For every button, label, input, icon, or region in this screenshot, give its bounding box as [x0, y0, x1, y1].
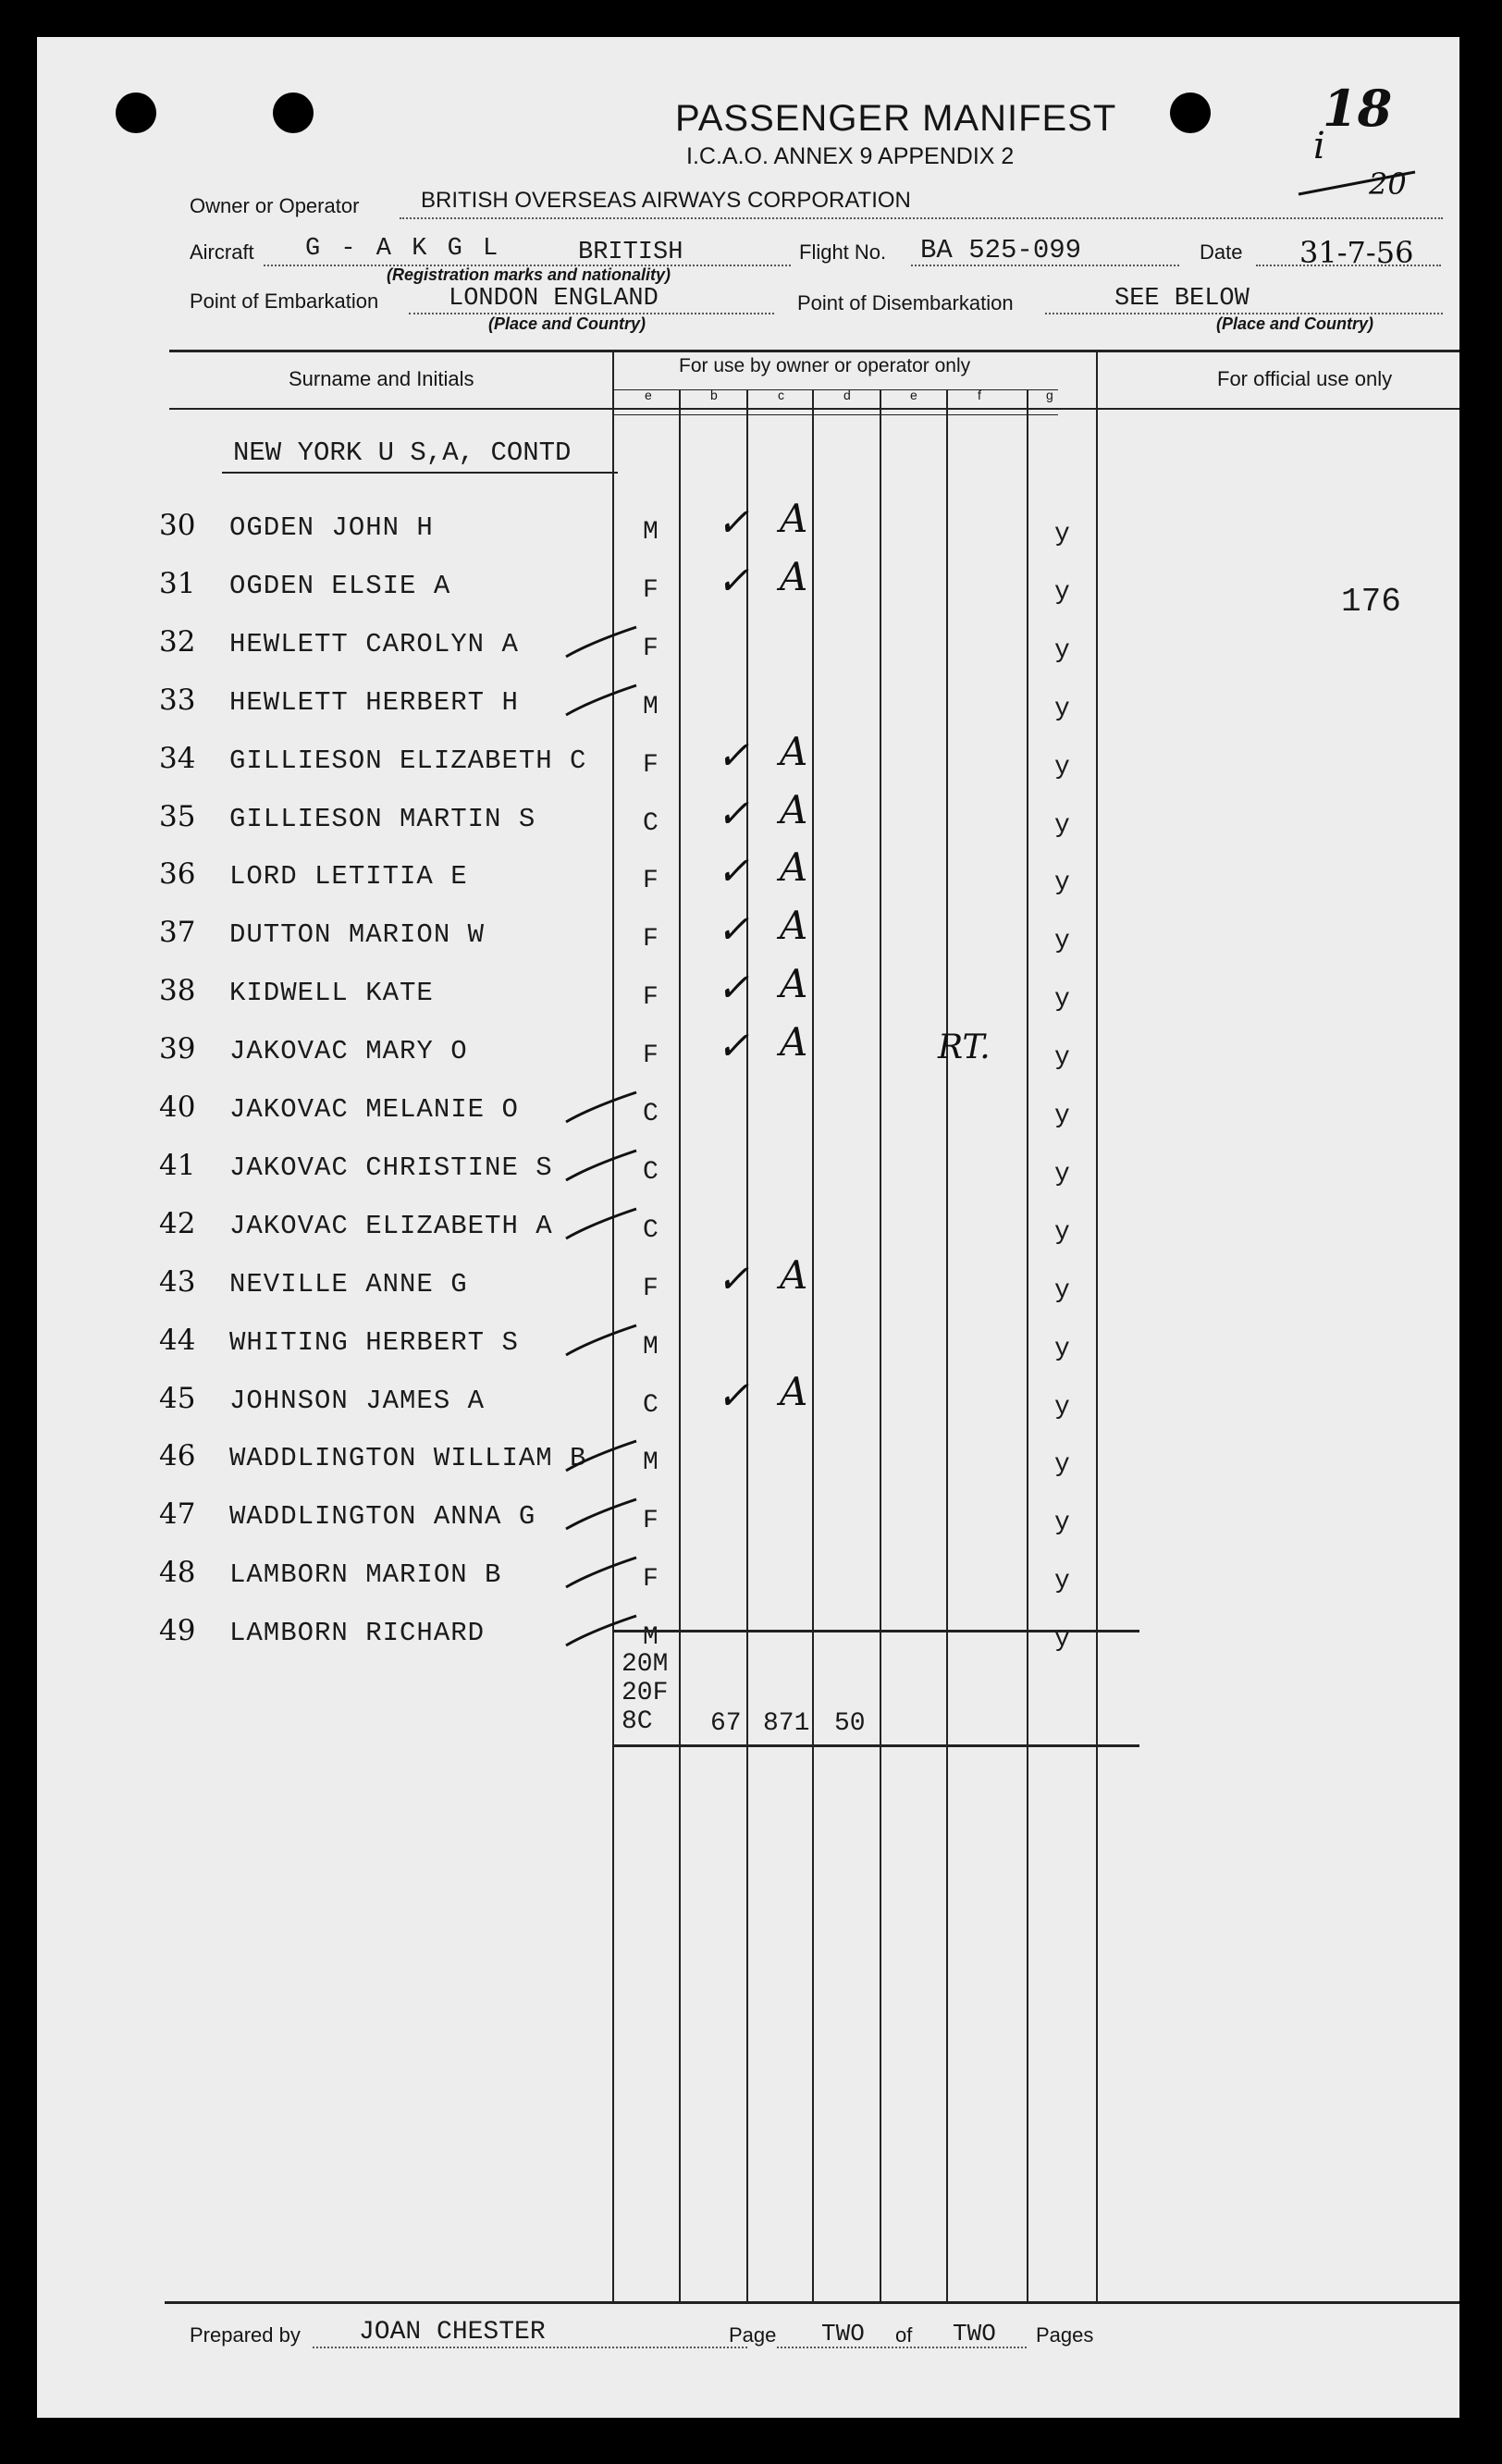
embark-caption: (Place and Country) — [488, 314, 646, 333]
passenger-sex: M — [643, 1448, 659, 1478]
passenger-sex: F — [643, 867, 659, 896]
col-g-mark: y — [1054, 1392, 1070, 1422]
col-g-mark: y — [1054, 635, 1070, 665]
row-number: 45 — [159, 1381, 196, 1415]
strike-mark-icon — [564, 1145, 638, 1184]
row-number: 46 — [159, 1439, 196, 1473]
page-value: TWO — [821, 2320, 865, 2347]
of-label: of — [895, 2323, 913, 2347]
official-note: 176 — [1341, 583, 1401, 621]
passenger-list — [37, 481, 1459, 1683]
passenger-sex: M — [643, 518, 659, 547]
subcol-c: c — [778, 388, 784, 402]
check-mark: ✓ — [717, 1372, 750, 1418]
strike-mark-icon — [564, 1203, 638, 1242]
total-males: 20M — [622, 1650, 669, 1679]
aircraft-label: Aircraft — [190, 240, 254, 264]
passenger-name: WHITING HERBERT S — [229, 1326, 519, 1358]
col-g-mark: y — [1054, 520, 1070, 548]
check-mark: ✓ — [717, 499, 750, 545]
fraction-stroke-icon — [1295, 166, 1424, 203]
passenger-sex: C — [643, 1100, 659, 1128]
totals-bottom-rule — [612, 1744, 1139, 1747]
table-row — [37, 1090, 1459, 1148]
passenger-name: HEWLETT CAROLYN A — [229, 628, 519, 659]
aircraft-caption: (Registration marks and nationality) — [387, 265, 671, 284]
col-g-mark: y — [1054, 577, 1070, 607]
col-a-mark: A — [780, 844, 808, 891]
passenger-name: DUTTON MARION W — [229, 919, 486, 951]
row-number: 37 — [159, 916, 196, 950]
col-g-mark: y — [1054, 1275, 1070, 1305]
total-children: 8C — [622, 1707, 653, 1736]
passenger-name: WADDLINGTON ANNA G — [229, 1501, 536, 1533]
disembark-value: SEE BELOW — [1114, 285, 1250, 313]
strike-mark-icon — [564, 1494, 638, 1533]
of-value: TWO — [953, 2320, 996, 2347]
strike-mark-icon — [564, 1552, 638, 1591]
col-g-mark: y — [1054, 1334, 1070, 1363]
passenger-name: GILLIESON ELIZABETH C — [229, 745, 587, 776]
disembark-label: Point of Disembarkation — [797, 291, 1014, 314]
subcol-b: b — [710, 388, 718, 402]
col-g-mark: y — [1054, 694, 1070, 723]
col-g-mark: y — [1054, 1159, 1070, 1189]
col-a-mark: A — [780, 1368, 808, 1414]
row-number: 39 — [159, 1032, 196, 1066]
aircraft-value: G - A K G L — [305, 235, 501, 263]
row-number: 41 — [159, 1148, 196, 1182]
col-a-mark: A — [780, 728, 808, 774]
row-number: 31 — [159, 566, 196, 600]
passenger-name: NEVILLE ANNE G — [229, 1268, 468, 1300]
strike-mark-icon — [564, 1435, 638, 1474]
row-number: 43 — [159, 1264, 196, 1299]
check-mark: ✓ — [717, 732, 750, 778]
subcol-d: d — [843, 388, 851, 402]
row-number: 47 — [159, 1497, 196, 1532]
passenger-sex: F — [643, 983, 659, 1013]
check-mark: ✓ — [717, 1023, 750, 1069]
date-value: 31-7-56 — [1299, 235, 1414, 270]
table-top-rule — [169, 350, 1459, 352]
passenger-sex: F — [643, 1041, 659, 1071]
passenger-name: JAKOVAC MELANIE O — [229, 1094, 519, 1125]
col-extra-mark: RT. — [938, 1029, 991, 1067]
table-row — [37, 1614, 1459, 1671]
row-number: 36 — [159, 857, 196, 892]
form-subtitle: I.C.A.O. ANNEX 9 APPENDIX 2 — [686, 143, 1015, 169]
nationality-value: BRITISH — [578, 239, 683, 266]
col-a-mark: A — [780, 553, 808, 599]
total-col-d: 50 — [834, 1709, 866, 1738]
col-g-mark: y — [1054, 810, 1070, 840]
passenger-sex: M — [643, 692, 659, 721]
row-number: 33 — [159, 683, 196, 717]
check-mark: ✓ — [717, 1255, 750, 1301]
table-row — [37, 1149, 1459, 1206]
passenger-sex: F — [643, 634, 659, 663]
check-mark: ✓ — [717, 965, 750, 1011]
check-mark: ✓ — [717, 906, 750, 953]
passenger-sex: C — [643, 808, 659, 838]
row-number: 34 — [159, 741, 196, 775]
col-g-mark: y — [1054, 1509, 1070, 1538]
table-row — [37, 625, 1459, 683]
subcol-g: g — [1046, 388, 1053, 402]
row-number: 38 — [159, 974, 196, 1008]
passenger-name: HEWLETT HERBERT H — [229, 686, 519, 718]
owner-label: Owner or Operator — [190, 194, 360, 217]
col-header-surname: Surname and Initials — [289, 367, 474, 390]
owner-dotted-line — [400, 217, 1443, 219]
check-mark: ✓ — [717, 790, 750, 836]
col-a-mark: A — [780, 903, 808, 949]
flight-label: Flight No. — [799, 240, 887, 264]
passenger-name: JAKOVAC CHRISTINE S — [229, 1152, 553, 1183]
passenger-sex: F — [643, 925, 659, 955]
col-g-mark: y — [1054, 1567, 1070, 1596]
form-title: PASSENGER MANIFEST — [675, 98, 1117, 139]
section-heading-underline — [222, 472, 618, 474]
row-number: 44 — [159, 1323, 196, 1357]
flight-dotted-line — [911, 265, 1179, 266]
col-g-mark: y — [1054, 869, 1070, 898]
prepared-value: JOAN CHESTER — [359, 2318, 546, 2347]
col-a-mark: A — [780, 1019, 808, 1066]
total-females: 20F — [622, 1679, 669, 1707]
col-a-mark: A — [780, 1251, 808, 1298]
strike-mark-icon — [564, 1087, 638, 1126]
passenger-sex: F — [643, 1274, 659, 1303]
col-g-mark: y — [1054, 1102, 1070, 1130]
col-g-mark: y — [1054, 1450, 1070, 1480]
row-number: 35 — [159, 799, 196, 833]
punch-hole — [1170, 92, 1211, 133]
passenger-sex: C — [643, 1215, 659, 1245]
flight-value: BA 525-099 — [920, 235, 1082, 265]
row-number: 30 — [159, 509, 196, 542]
table-row — [37, 1556, 1459, 1613]
strike-mark-icon — [564, 680, 638, 719]
passenger-name: LAMBORN MARION B — [229, 1559, 502, 1591]
passenger-name: LAMBORN RICHARD — [229, 1618, 486, 1649]
passenger-sex: C — [643, 1157, 659, 1187]
col-a-mark: A — [780, 786, 808, 832]
passenger-sex: F — [643, 1565, 659, 1595]
manifest-sheet — [37, 37, 1459, 2418]
disembark-caption: (Place and Country) — [1216, 314, 1374, 333]
table-row — [37, 553, 1459, 624]
strike-mark-icon — [564, 622, 638, 660]
totals-counts — [622, 1650, 668, 1736]
strike-mark-icon — [564, 1320, 638, 1359]
subcol-f: f — [978, 388, 981, 402]
col-g-mark: y — [1054, 1217, 1070, 1247]
table-row — [37, 1251, 1459, 1323]
passenger-sex: F — [643, 1507, 659, 1536]
footer-rule — [165, 2301, 1459, 2304]
subcol-e: e — [645, 388, 652, 402]
passenger-name: OGDEN JOHN H — [229, 512, 434, 543]
subheader-bottom-rule — [614, 414, 1058, 415]
col-header-official: For official use only — [1217, 367, 1393, 390]
page-label: Page — [729, 2323, 777, 2347]
corner-note-mid: i — [1313, 125, 1325, 167]
punch-hole — [273, 92, 314, 133]
owner-value: BRITISH OVERSEAS AIRWAYS CORPORATION — [421, 188, 911, 213]
col-header-owner-use: For use by owner or operator only — [679, 355, 971, 376]
passenger-name: JAKOVAC ELIZABETH A — [229, 1210, 553, 1241]
page-dotted-line — [777, 2347, 1027, 2348]
row-number: 40 — [159, 1090, 196, 1124]
col-g-mark: y — [1054, 752, 1070, 782]
total-col-c: 871 — [763, 1709, 810, 1738]
subheader-rule — [614, 389, 1058, 390]
passenger-name: WADDLINGTON WILLIAM B — [229, 1443, 587, 1474]
passenger-name: LORD LETITIA E — [229, 861, 468, 893]
row-number: 48 — [159, 1556, 196, 1590]
passenger-name: GILLIESON MARTIN S — [229, 803, 536, 834]
passenger-sex: M — [643, 1623, 659, 1653]
embark-label: Point of Embarkation — [190, 290, 379, 313]
punch-hole — [116, 92, 156, 133]
check-mark: ✓ — [717, 557, 750, 603]
passenger-sex: C — [643, 1390, 659, 1420]
passenger-sex: F — [643, 575, 659, 605]
table-row — [37, 1368, 1459, 1439]
table-header-rule — [169, 408, 1459, 410]
col-g-mark: y — [1054, 985, 1070, 1015]
passenger-name: JOHNSON JAMES A — [229, 1385, 486, 1416]
subcol-e2: e — [910, 388, 917, 402]
passenger-name: JAKOVAC MARY O — [229, 1036, 468, 1067]
col-a-mark: A — [780, 496, 808, 541]
table-row — [37, 1019, 1459, 1090]
embark-value: LONDON ENGLAND — [449, 285, 659, 313]
prepared-dotted-line — [313, 2347, 747, 2348]
table-row — [37, 1439, 1459, 1497]
corner-note-top: 18 — [1323, 79, 1393, 138]
row-number: 49 — [159, 1614, 196, 1648]
corner-note-fraction: 20 — [1369, 166, 1407, 202]
table-row — [37, 1497, 1459, 1555]
total-col-b: 67 — [710, 1709, 742, 1738]
row-number: 42 — [159, 1206, 196, 1240]
totals-top-rule — [612, 1630, 1139, 1632]
row-number: 32 — [159, 624, 196, 659]
col-g-mark: y — [1054, 927, 1070, 956]
col-a-mark: A — [780, 961, 808, 1007]
pages-label: Pages — [1036, 2323, 1094, 2347]
date-dotted-line — [1256, 265, 1441, 266]
section-heading: NEW YORK U S,A, CONTD — [233, 437, 572, 468]
check-mark: ✓ — [717, 848, 750, 894]
passenger-sex: M — [643, 1332, 659, 1361]
passenger-name: KIDWELL KATE — [229, 978, 434, 1009]
col-g-mark: y — [1054, 1625, 1070, 1655]
passenger-name: OGDEN ELSIE A — [229, 570, 451, 601]
col-g-mark: y — [1054, 1043, 1070, 1073]
date-label: Date — [1200, 240, 1243, 264]
passenger-sex: F — [643, 750, 659, 780]
prepared-label: Prepared by — [190, 2323, 301, 2347]
